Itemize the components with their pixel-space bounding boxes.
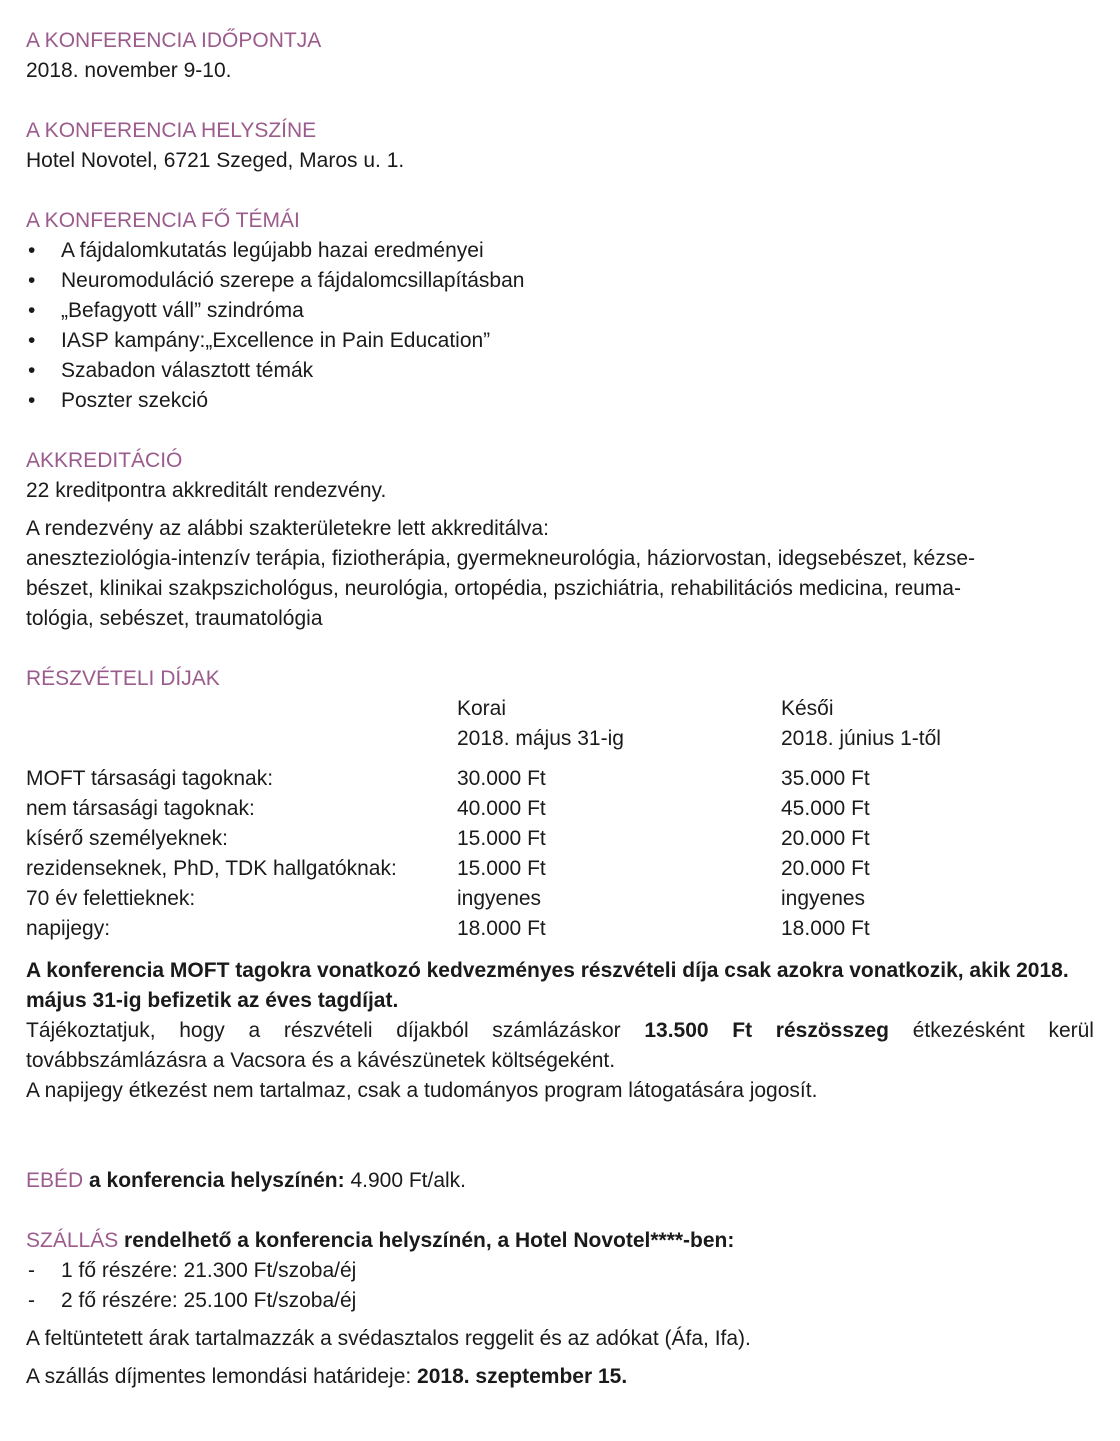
fee-late: ingyenes (781, 887, 866, 910)
date-value: 2018. november 9-10. (26, 59, 232, 82)
table-row (26, 794, 1094, 824)
list-item: - 2 fő részére: 25.100 Ft/szoba/éj (26, 1286, 1094, 1316)
fees-header-row (26, 694, 1094, 724)
cancel-deadline: 2018. szeptember 15. (417, 1365, 628, 1388)
topics-heading: A KONFERENCIA FŐ TÉMÁI (26, 209, 300, 232)
fees-col-early-date: 2018. május 31-ig (457, 727, 624, 750)
fees-col-late: Késői (781, 697, 834, 720)
lunch-price: 4.900 Ft/alk. (344, 1169, 467, 1192)
fee-label: nem társasági tagoknak: (26, 797, 255, 820)
venue-heading: A KONFERENCIA HELYSZÍNE (26, 119, 317, 142)
fee-label: kísérő személyeknek: (26, 827, 228, 850)
table-row (26, 764, 1094, 794)
info-note-amount: 13.500 Ft részösszeg (644, 1019, 890, 1042)
dash-icon: - (28, 1259, 35, 1282)
list-item: • Poszter szekció (26, 386, 1094, 416)
table-row (26, 914, 1094, 944)
lodging-list (26, 1256, 1094, 1316)
bullet-icon: • (28, 299, 36, 322)
fee-early: 18.000 Ft (457, 917, 546, 940)
bullet-icon: • (28, 239, 36, 262)
fees-header-row (26, 724, 1094, 754)
list-item: • A fájdalomkutatás legújabb hazai eredményei (26, 236, 1094, 266)
fee-early: 15.000 Ft (457, 857, 546, 880)
fee-late: 18.000 Ft (781, 917, 870, 940)
fee-late: 35.000 Ft (781, 767, 870, 790)
fees-table (26, 694, 1094, 944)
fee-label: MOFT társasági tagoknak: (26, 767, 274, 790)
bullet-icon: • (28, 389, 36, 412)
fee-label: napijegy: (26, 917, 111, 940)
fees-heading: RÉSZVÉTELI DÍJAK (26, 667, 220, 690)
list-item: • Neuromoduláció szerepe a fájdalomcsillapításban (26, 266, 1094, 296)
accreditation-fields-line: aneszteziológia-intenzív terápia, fiziotherápia, gyermekneurológia, háziorvostan, idegsebészet, kézse- (26, 547, 976, 570)
accreditation-fields-line: bészet, klinikai szakpszichológus, neurológia, ortopédia, pszichiátria, rehabilitációs medicina, reuma- (26, 577, 961, 600)
lodging-cancel-note: A szállás díjmentes lemondási határideje: 2018. szeptember 15. (26, 1365, 628, 1388)
fees-col-late-date: 2018. június 1-től (781, 727, 941, 750)
bullet-icon: • (28, 269, 36, 292)
fee-late: 45.000 Ft (781, 797, 870, 820)
table-row (26, 884, 1094, 914)
document-page (26, 26, 1094, 1392)
fee-early: 30.000 Ft (457, 767, 546, 790)
bullet-icon: • (28, 359, 36, 382)
list-item: • Szabadon választott témák (26, 356, 1094, 386)
fee-early: 40.000 Ft (457, 797, 546, 820)
info-note: Tájékoztatjuk, hogy a részvételi díjakból számlázáskor 13.500 Ft részösszeg étkezésként kerül továbbszámlázásra a Vacsora és a kávészünetek költségeként. (26, 1019, 1094, 1072)
list-item: • „Befagyott váll” szindróma (26, 296, 1094, 326)
list-item: • IASP kampány:„Excellence in Pain Education” (26, 326, 1094, 356)
topics-list (26, 236, 1094, 416)
lodging-label: SZÁLLÁS (26, 1229, 119, 1252)
fee-early: ingyenes (457, 887, 542, 910)
bullet-icon: • (28, 329, 36, 352)
accreditation-intro: A rendezvény az alábbi szakterületekre lett akkreditálva: (26, 517, 549, 540)
lodging-line: SZÁLLÁS rendelhető a konferencia helyszínén, a Hotel Novotel****-ben: (26, 1229, 735, 1252)
fee-label: rezidenseknek, PhD, TDK hallgatóknak: (26, 857, 397, 880)
table-row (26, 824, 1094, 854)
accreditation-heading: AKKREDITÁCIÓ (26, 449, 183, 472)
date-heading: A KONFERENCIA IDŐPONTJA (26, 29, 322, 52)
lodging-price-note: A feltüntetett árak tartalmazzák a svédasztalos reggelit és az adókat (Áfa, Ifa). (26, 1327, 751, 1350)
daily-ticket-note: A napijegy étkezést nem tartalmaz, csak a tudományos program látogatására jogosít. (26, 1079, 818, 1102)
lunch-line: EBÉD a konferencia helyszínén: 4.900 Ft/alk. (26, 1169, 467, 1192)
fees-col-early: Korai (457, 697, 507, 720)
fee-late: 20.000 Ft (781, 827, 870, 850)
accreditation-fields-line: tológia, sebészet, traumatológia (26, 607, 323, 630)
lunch-label: EBÉD (26, 1169, 84, 1192)
list-item: - 1 fő részére: 21.300 Ft/szoba/éj (26, 1256, 1094, 1286)
fee-label: 70 év felettieknek: (26, 887, 196, 910)
dash-icon: - (28, 1289, 35, 1312)
fee-late: 20.000 Ft (781, 857, 870, 880)
accreditation-credits: 22 kreditpontra akkreditált rendezvény. (26, 479, 387, 502)
table-row (26, 854, 1094, 884)
moft-note: A konferencia MOFT tagokra vonatkozó kedvezményes részvételi díja csak azokra vonatkozik, akik 2018. május 31-ig befizetik az éves tagdíjat. (26, 959, 1069, 1012)
venue-value: Hotel Novotel, 6721 Szeged, Maros u. 1. (26, 149, 405, 172)
fee-early: 15.000 Ft (457, 827, 546, 850)
